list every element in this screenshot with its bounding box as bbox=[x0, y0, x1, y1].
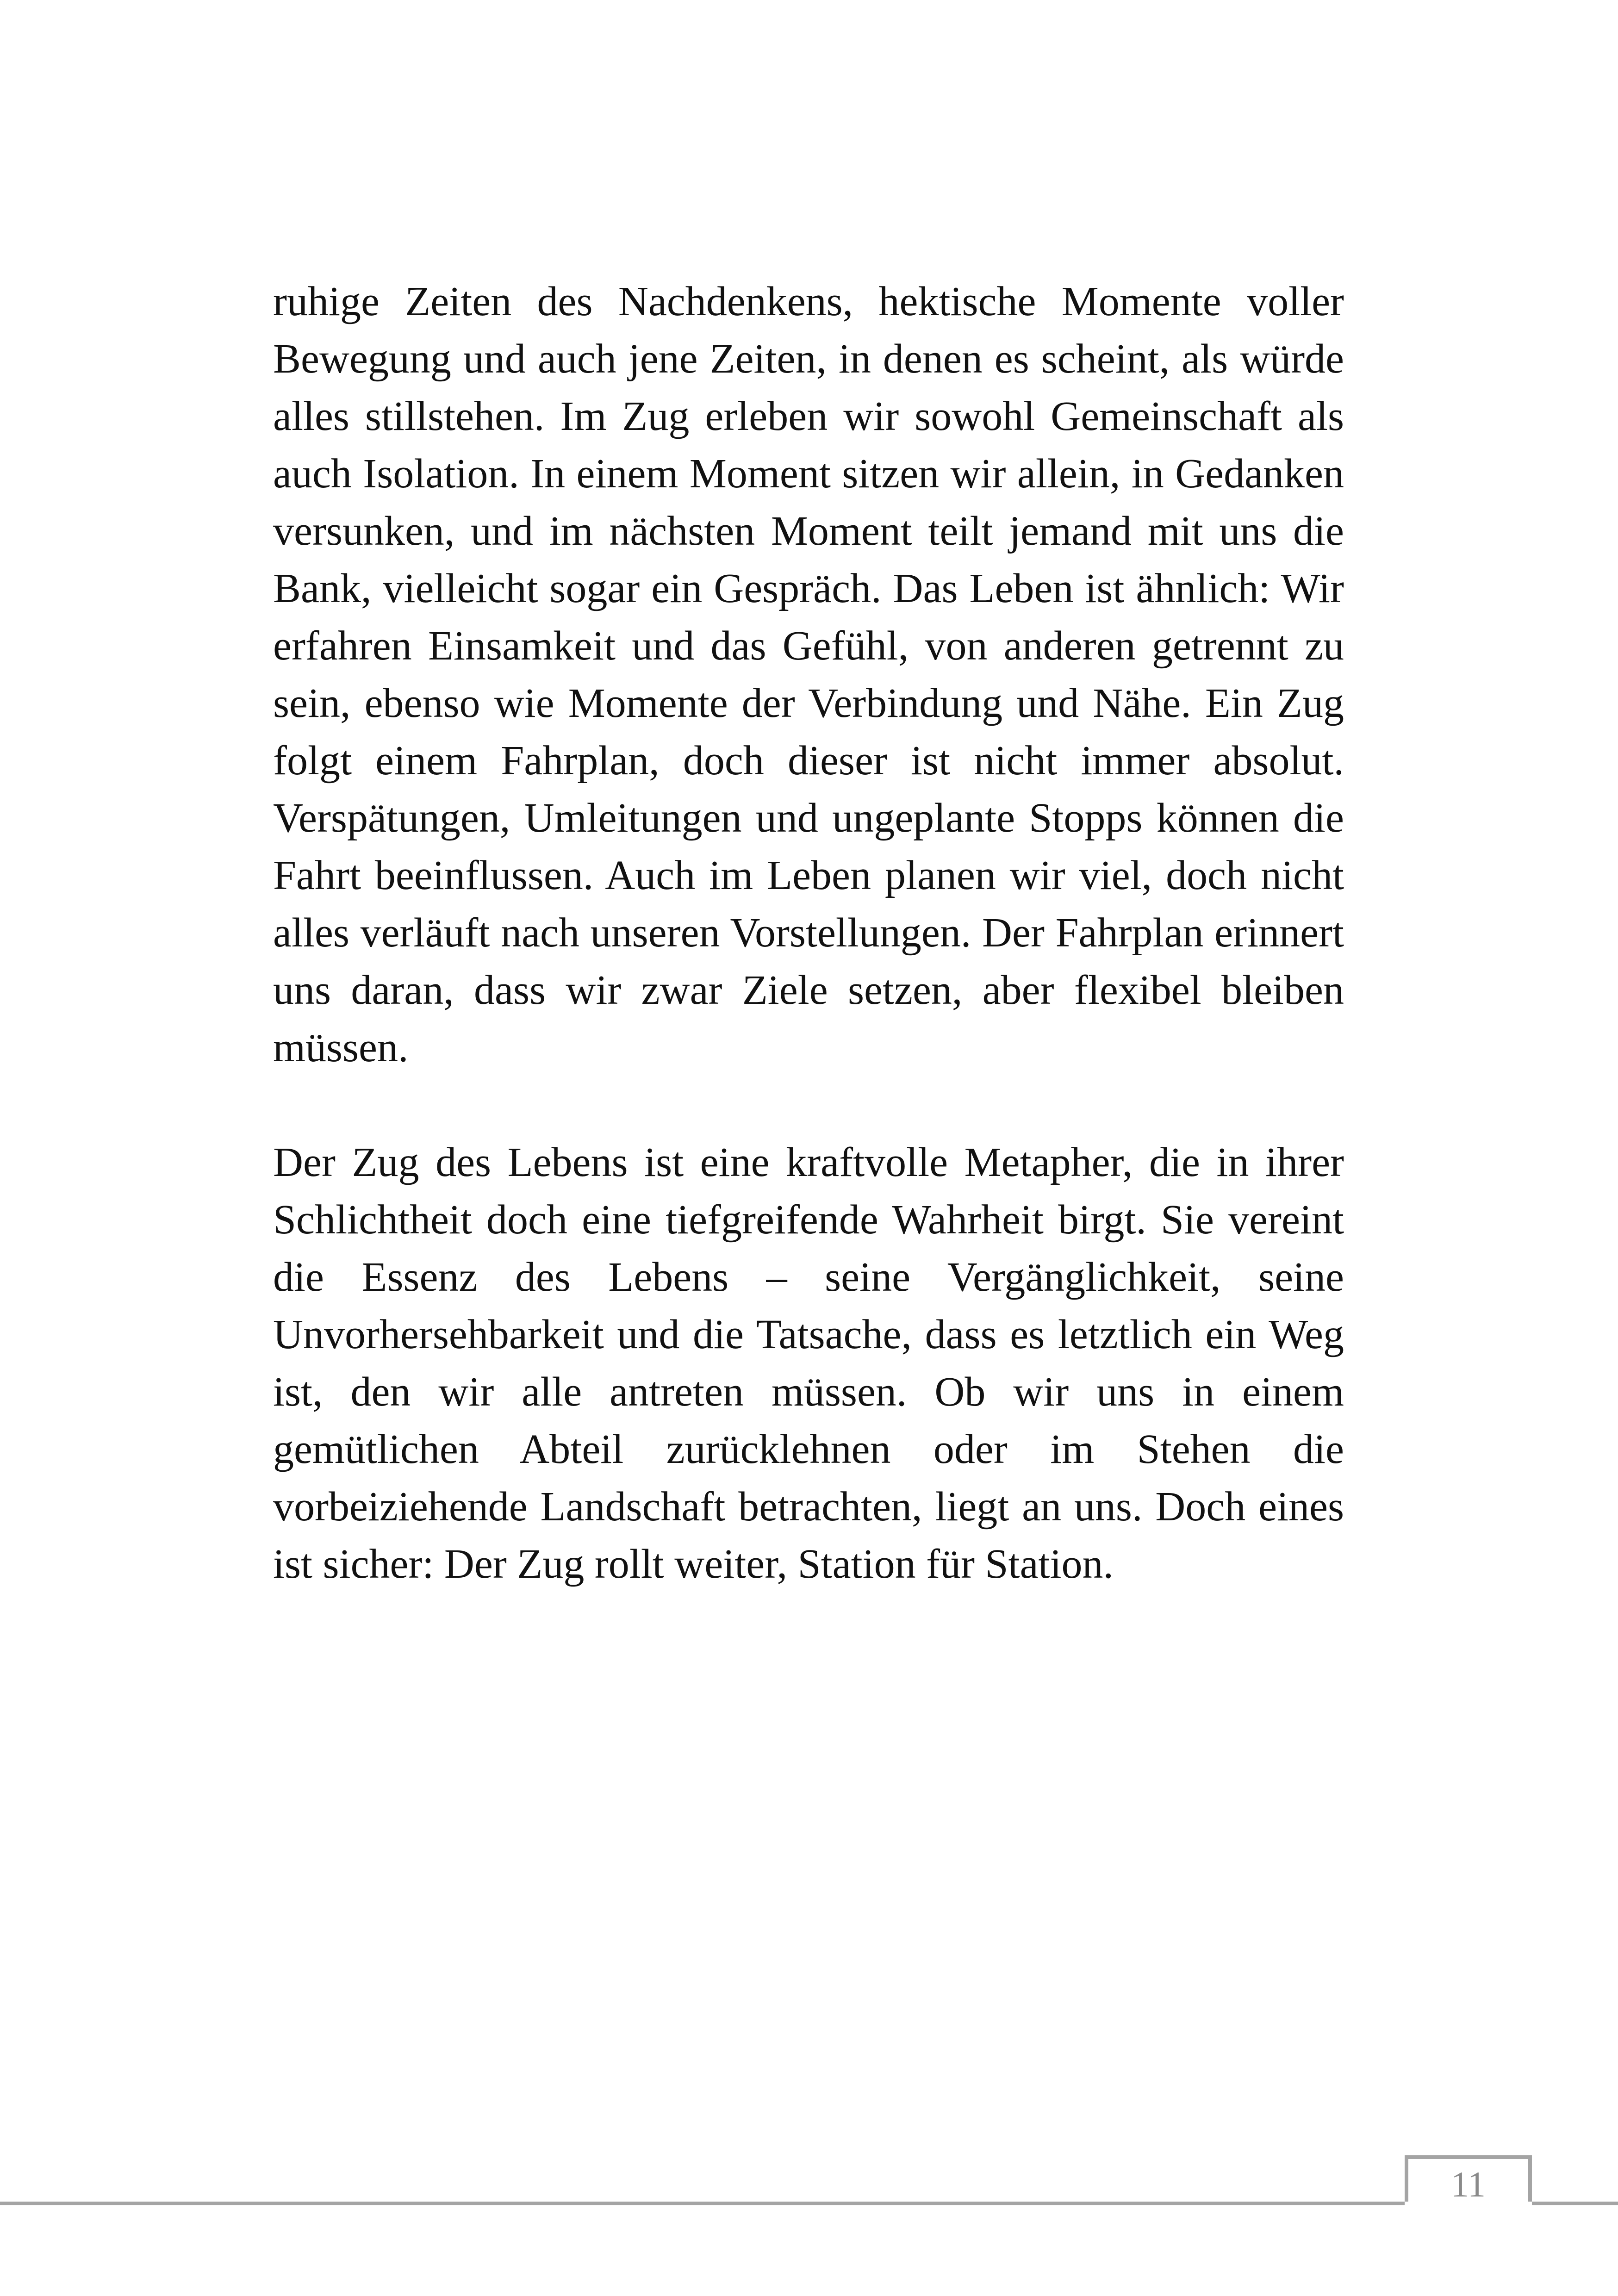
body-text bbox=[273, 273, 1344, 1593]
paragraph-2: Der Zug des Lebens ist eine kraftvolle Metapher, die in ihrer Schlichtheit doch eine tiefgreifende Wahrheit birgt. Sie vereint die Essenz des Lebens – seine Vergänglichkeit, seine Unvorhersehbarkeit und die Tatsache, dass es letztlich ein Weg ist, den wir alle antreten müssen. Ob wir uns in einem gemütlichen Abteil zurücklehnen oder im Stehen die vorbeiziehende Landschaft betrachten, liegt an uns. Doch eines ist sicher: Der Zug rollt weiter, Station für Station. bbox=[273, 1139, 1344, 1587]
footer-rule-right bbox=[1532, 2202, 1618, 2205]
paragraph-1: ruhige Zeiten des Nachdenkens, hektische Momente voller Bewegung und auch jene Zeiten, in denen es scheint, als würde alles stillstehen. Im Zug erleben wir sowohl Gemeinschaft als auch Isolation. In einem Moment sitzen wir allein, in Gedanken versunken, und im nächsten Moment teilt jemand mit uns die Bank, vielleicht sogar ein Gespräch. Das Leben ist ähnlich: Wir erfahren Einsamkeit und das Gefühl, von anderen getrennt zu sein, ebenso wie Momente der Verbindung und Nähe. Ein Zug folgt einem Fahrplan, doch dieser ist nicht immer absolut. Verspätungen, Umleitungen und ungeplante Stopps können die Fahrt beeinflussen. Auch im Leben planen wir viel, doch nicht alles verläuft nach unseren Vorstellungen. Der Fahrplan erinnert uns daran, dass wir zwar Ziele setzen, aber flexibel bleiben müssen. bbox=[273, 279, 1344, 1070]
footer-rule-left bbox=[0, 2202, 1405, 2205]
page-number: 11 bbox=[1450, 2164, 1486, 2204]
